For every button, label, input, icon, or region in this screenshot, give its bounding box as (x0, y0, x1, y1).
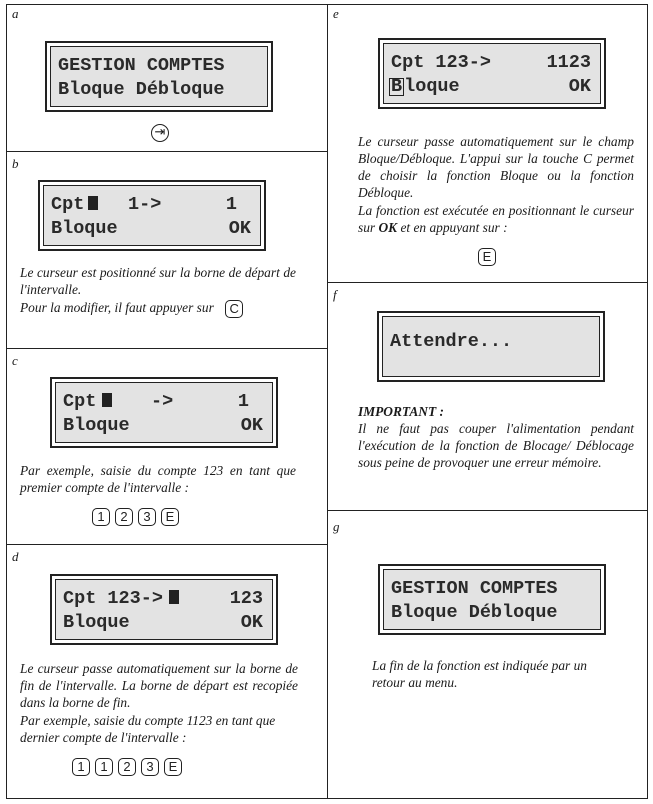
key-icon: C (225, 300, 243, 318)
lcd-line-2-left: Bloque (51, 218, 118, 239)
instruction-text: et en appuyant sur : (400, 220, 508, 235)
lcd-line-1: GESTION COMPTES (58, 55, 225, 76)
key-sequence (72, 758, 182, 776)
lcd-value: 1 (237, 391, 249, 412)
key-icon: 3 (138, 508, 156, 526)
lcd-display-c (50, 377, 278, 448)
key-icon: 1 (92, 508, 110, 526)
important-text: Il ne faut pas couper l'alimentation pendant l'exécution de la fonction de Blocage/ Déblocage sous peine de provoquer une erreur mémoire. (358, 421, 634, 470)
lcd-line-1: Attendre... (390, 331, 513, 352)
key-sequence (92, 508, 179, 526)
lcd-value: 123 (229, 588, 263, 609)
lcd-value: 1123 (546, 52, 591, 73)
cursor-block (102, 393, 112, 407)
lcd-line-2-left: Bloque (63, 415, 130, 436)
instruction-text: La fonction est exécutée en positionnant le curseur sur (358, 203, 634, 235)
lcd-value: 1 (225, 194, 237, 215)
divider (6, 151, 327, 152)
divider (6, 348, 327, 349)
lcd-line-2-right: OK (568, 76, 591, 97)
instruction-text: Le curseur passe automatiquement sur la borne de fin de l'intervalle. La borne de départ est recopiée dans la borne de fin. (20, 661, 298, 710)
instruction-text (358, 202, 634, 236)
lcd-label: Cpt 123-> (63, 588, 163, 609)
instruction-text: Le curseur passe automatiquement sur le champ Bloque/Débloque. L'appui sur la touche C permet de choisir la fonction Bloque ou la fonction Débloque. (358, 134, 634, 200)
lcd-line-2-left: Bloque (63, 612, 130, 633)
lcd-display-a (45, 41, 273, 112)
key-icon: 2 (118, 758, 136, 776)
lcd-label: Cpt 123-> (391, 52, 491, 73)
panel-tag-f: f (333, 287, 337, 302)
lcd-line-2: Bloque Débloque (391, 602, 558, 623)
important-label: IMPORTANT : (358, 404, 444, 419)
lcd-line-1: GESTION COMPTES (391, 578, 558, 599)
lcd-display-e (378, 38, 606, 109)
lcd-line-2-right: OK (240, 415, 263, 436)
key-icon: E (161, 508, 179, 526)
column-divider (327, 4, 328, 799)
enter-key-icon: ⇥ (151, 124, 169, 142)
divider (327, 510, 648, 511)
instruction-text: Par exemple, saisie du compte 123 en tant que premier compte de l'intervalle : (20, 463, 296, 495)
instruction-text: La fin de la fonction est indiquée par un retour au menu. (372, 658, 587, 690)
lcd-display-g (378, 564, 606, 635)
divider (6, 544, 327, 545)
key-icon: 2 (115, 508, 133, 526)
lcd-line-2-right: OK (240, 612, 263, 633)
lcd-label: Cpt (51, 194, 85, 215)
panel-tag-g: g (333, 519, 340, 534)
key-icon: 3 (141, 758, 159, 776)
panel-tag-e: e (333, 6, 339, 21)
cursor-block (169, 590, 179, 604)
lcd-line-2-right: OK (228, 218, 251, 239)
key-icon: E (164, 758, 182, 776)
instruction-text: Par exemple, saisie du compte 1123 en tant que dernier compte de l'intervalle : (20, 713, 276, 745)
ok-label: OK (378, 220, 398, 235)
key-icon: 1 (95, 758, 113, 776)
cursor-box: B (391, 76, 403, 97)
instruction-text: Le curseur est positionné sur la borne de départ de l'intervalle. (20, 265, 296, 297)
panel-tag-d: d (12, 549, 19, 564)
key-icon: E (478, 248, 496, 266)
lcd-arrow: 1-> (128, 194, 162, 215)
key-icon: 1 (72, 758, 90, 776)
cursor-block (88, 196, 98, 210)
lcd-line-2-left: loque (404, 76, 460, 97)
divider (327, 282, 648, 283)
lcd-label: Cpt (63, 391, 97, 412)
panel-tag-b: b (12, 156, 19, 171)
lcd-display-b (38, 180, 266, 251)
lcd-display-d (50, 574, 278, 645)
lcd-arrow: -> (151, 391, 174, 412)
panel-tag-c: c (12, 353, 18, 368)
instruction-text (20, 299, 310, 318)
lcd-line-2: Bloque Débloque (58, 79, 225, 100)
lcd-display-f (377, 311, 605, 382)
instruction-text: Pour la modifier, il faut appuyer sur (20, 300, 214, 315)
panel-tag-a: a (12, 6, 19, 21)
